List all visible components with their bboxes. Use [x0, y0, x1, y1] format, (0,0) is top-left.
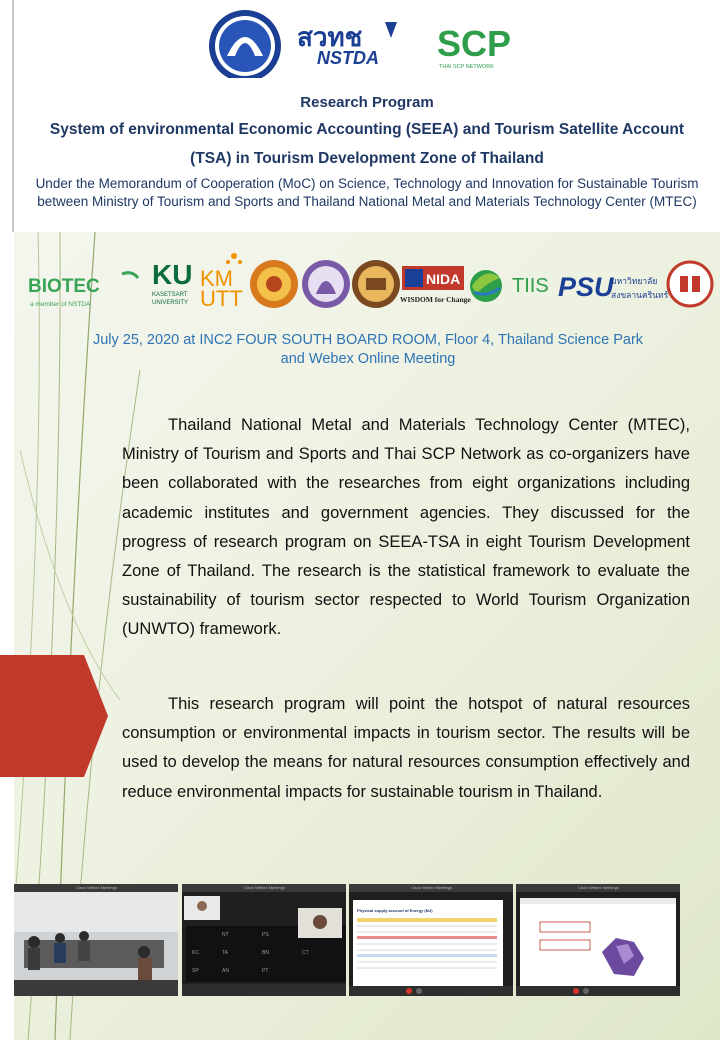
svg-text:NSTDA: NSTDA	[317, 48, 379, 68]
nida-logo	[400, 266, 471, 304]
title-block	[14, 90, 720, 211]
ku-text: KU	[152, 259, 193, 290]
partner-logo-strip	[28, 248, 714, 312]
logo-strip	[205, 8, 535, 78]
scp-logo	[437, 23, 511, 70]
psu-thai-2: สงขลานครินทร์	[611, 291, 669, 301]
kmutt-logo	[200, 253, 243, 311]
nstda-logo	[297, 22, 397, 68]
body-paragraph-2	[122, 690, 690, 807]
svg-text:NT: NT	[222, 932, 229, 938]
header-logos	[205, 8, 535, 78]
svg-text:THAI SCP NETWORK: THAI SCP NETWORK	[439, 64, 494, 70]
partner-logos	[28, 248, 714, 312]
university-seal-2	[302, 260, 350, 308]
body-paragraph-1	[122, 411, 690, 645]
tiis-logo	[512, 275, 549, 297]
red-arrow-shape	[0, 655, 110, 777]
university-seal-1	[250, 260, 298, 308]
nida-sub: WISDOM for Change	[400, 295, 471, 304]
program-title-line2: (TSA) in Tourism Development Zone of Thailand	[190, 150, 544, 167]
psu-thai-1: มหาวิทยาลัย	[611, 277, 658, 287]
body-paragraph-2-text: This research program will point the hotspot of natural resources consumption or environmental impacts in tourism sector. The results will be used to develop the means for natural resources consumption effectively and reduce environmental impacts for sustainable tourism in Thailand.	[122, 695, 690, 801]
screenshot-map-slide	[516, 884, 680, 996]
window-title-2: Cisco Webex Meetings	[244, 885, 285, 890]
program-subtitle: Under the Memorandum of Cooperation (MoC) on Science, Technology and Innovation for Sustainable Tourism between Ministry of Tourism and Sports and Thailand National Metal and Materials Technology Center (MTEC)	[35, 176, 699, 209]
svg-text:BN: BN	[262, 950, 269, 956]
screenshot-meeting-room	[14, 884, 178, 996]
ku-logo	[152, 259, 192, 306]
svg-text:PT: PT	[262, 968, 269, 974]
university-seal-4	[668, 262, 712, 306]
nida-text: NIDA	[426, 271, 461, 287]
program-title-line1: System of environmental Economic Accounting (SEEA) and Tourism Satellite Account	[49, 121, 685, 138]
svg-text:KC: KC	[192, 950, 199, 956]
slide-heading: Physical supply account of Energy (MJ)	[357, 908, 433, 913]
event-date-line1: July 25, 2020 at INC2 FOUR SOUTH BOARD ROOM, Floor 4, Thailand Science Park	[92, 332, 644, 348]
body-paragraph-1-text: Thailand National Metal and Materials Technology Center (MTEC), Ministry of Tourism and Sports and Thai SCP Network as co-organizers have been collaborated with the researches from eight organizations including academic institutes and government agencies. They discussed for the progress of research program on SEEA-TSA in eight Tourism Development Zone of Thailand. The research is the statistical framework to evaluate the sustainability of tourism sector respected to World Tourism Organization (UNWTO) framework.	[122, 416, 690, 639]
window-title-4: Cisco Webex Meetings	[578, 885, 619, 890]
ku-sub1: KASETSART	[152, 292, 188, 298]
biotec-text: BIOTEC	[28, 276, 100, 297]
event-date-line2: and Webex Online Meeting	[280, 351, 456, 367]
svg-text:SP: SP	[192, 968, 199, 974]
svg-text:CT: CT	[302, 950, 309, 956]
ku-sub2: UNIVERSITY	[152, 300, 189, 306]
window-title-1: Cisco Webex Meetings	[76, 885, 117, 890]
event-date-location	[40, 331, 696, 369]
svg-text:SCP: SCP	[437, 23, 512, 64]
green-swoosh-logo	[470, 270, 502, 302]
ministry-tourism-seal	[209, 10, 281, 78]
kmutt-text1: KM	[200, 266, 233, 291]
svg-text:AN: AN	[222, 968, 229, 974]
svg-text:PS: PS	[262, 932, 269, 938]
program-label: Research Program	[300, 94, 434, 111]
biotec-sub: a member of NSTDA	[30, 301, 91, 308]
svg-text:สวทช: สวทช	[297, 23, 363, 53]
svg-text:TA: TA	[222, 950, 229, 956]
psu-text: PSU	[558, 272, 614, 302]
psu-logo	[558, 272, 669, 302]
meeting-screenshots	[14, 884, 720, 996]
window-title-3: Cisco Webex Meetings	[411, 885, 452, 890]
screenshot-energy-table	[349, 884, 513, 996]
university-seal-3	[352, 260, 400, 308]
biotec-logo	[28, 273, 138, 308]
kmutt-text2: UTT	[200, 286, 243, 311]
screenshot-participants-grid	[182, 884, 346, 996]
tiis-text: TIIS	[512, 275, 549, 297]
